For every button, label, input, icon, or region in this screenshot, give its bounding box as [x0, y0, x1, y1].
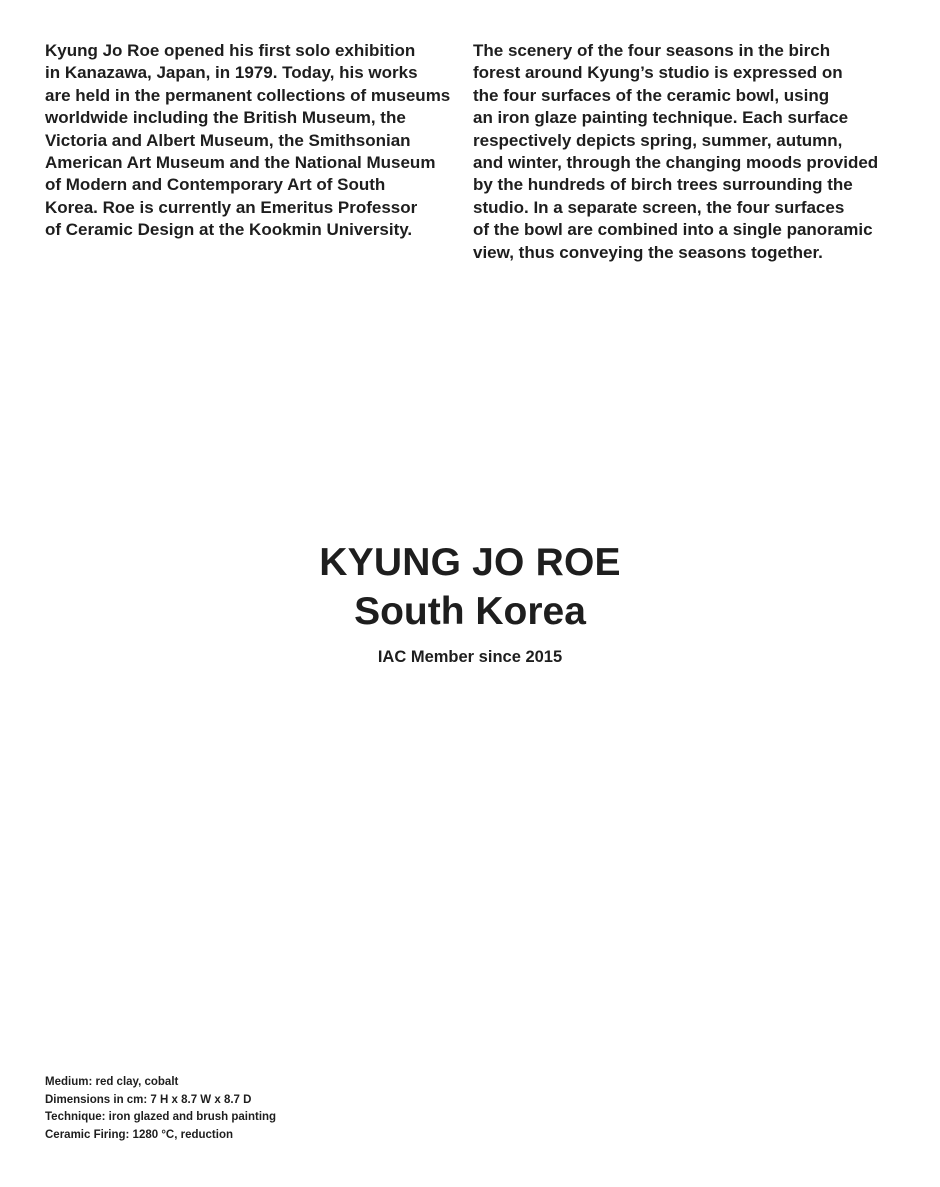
description-line: the four surfaces of the ceramic bowl, using	[473, 85, 830, 105]
description-line: and winter, through the changing moods provided	[473, 153, 879, 173]
artist-country: South Korea	[354, 590, 586, 633]
spec-firing: Ceramic Firing: 1280 °C, reduction	[45, 1128, 234, 1141]
membership-line: IAC Member since 2015	[377, 648, 563, 666]
artwork-description	[473, 40, 878, 264]
bio-line: Kyung Jo Roe opened his first solo exhibition	[45, 41, 416, 60]
description-line: by the hundreds of birch trees surrounding the	[473, 175, 853, 195]
description-line: respectively depicts spring, summer, autumn,	[473, 130, 843, 150]
description-line: an iron glaze painting technique. Each surface	[473, 108, 849, 128]
description-line: forest around Kyung’s studio is expressed on	[473, 63, 843, 83]
artwork-specs	[45, 1074, 276, 1144]
spec-dimensions: Dimensions in cm: 7 H x 8.7 W x 8.7 D	[45, 1093, 252, 1106]
bio-line: of Ceramic Design at the Kookmin University.	[45, 220, 413, 240]
artist-name: KYUNG JO ROE	[319, 541, 621, 584]
description-line: studio. In a separate screen, the four surfaces	[473, 197, 845, 217]
description-line: view, thus conveying the seasons together.	[473, 242, 823, 262]
bio-line: American Art Museum and the National Museum	[45, 153, 436, 173]
artist-heading	[0, 538, 940, 668]
description-line: of the bowl are combined into a single panoramic	[473, 220, 873, 240]
spec-technique: Technique: iron glazed and brush painting	[45, 1111, 277, 1124]
bio-line: in Kanazawa, Japan, in 1979. Today, his works	[45, 63, 418, 83]
bio-line: of Modern and Contemporary Art of South	[45, 175, 386, 195]
bio-line: Korea. Roe is currently an Emeritus Professor	[45, 197, 418, 217]
bio-paragraph	[45, 40, 450, 242]
bio-line: worldwide including the British Museum, the	[45, 108, 406, 128]
bio-line: are held in the permanent collections of museums	[45, 85, 451, 105]
spec-medium: Medium: red clay, cobalt	[45, 1076, 179, 1088]
bio-line: Victoria and Albert Museum, the Smithsonian	[45, 130, 411, 150]
description-line: The scenery of the four seasons in the birch	[473, 41, 831, 60]
